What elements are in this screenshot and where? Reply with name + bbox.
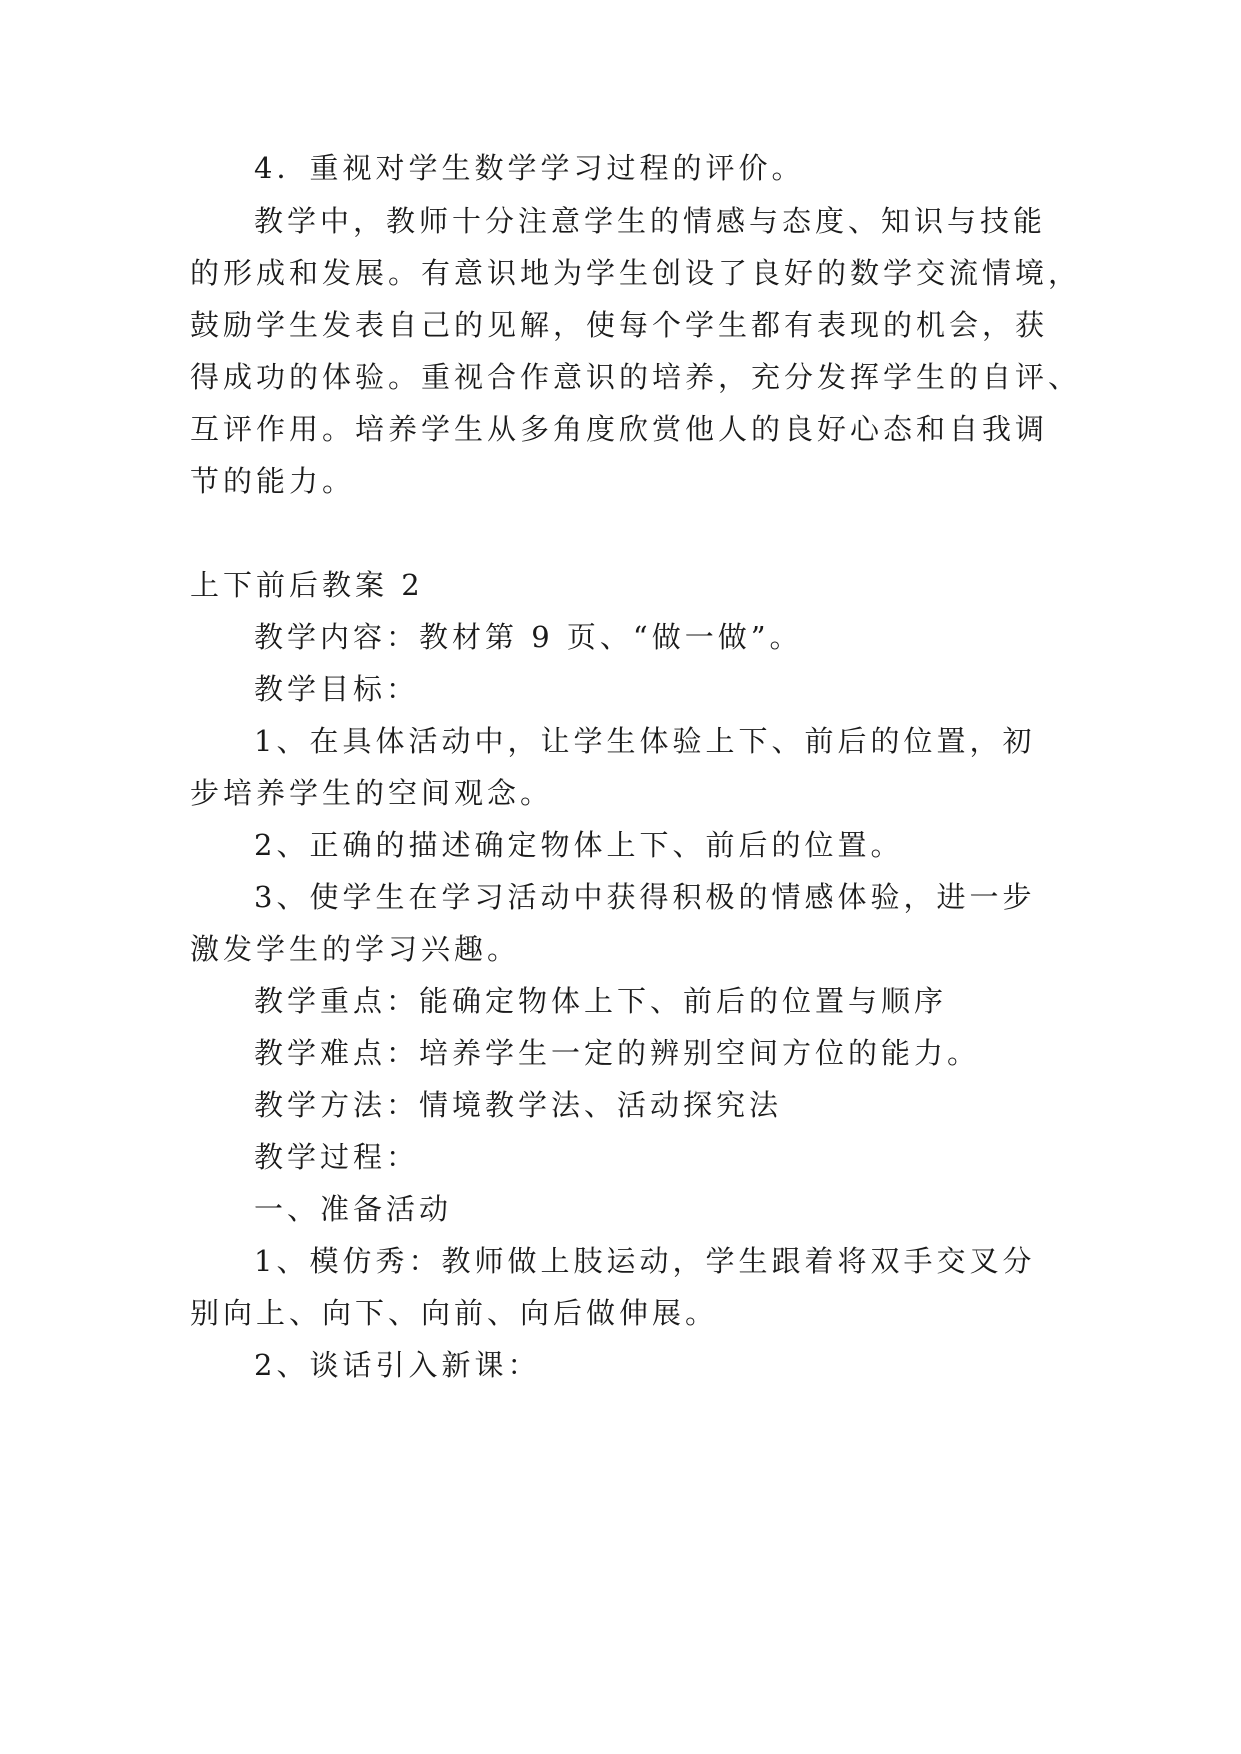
paragraph-line: 教学中，教师十分注意学生的情感与态度、知识与技能: [254, 204, 1047, 238]
teaching-content: 教学内容：教材第 9 页、“做一做”。: [254, 620, 803, 654]
objective-line: 1、在具体活动中，让学生体验上下、前后的位置，初: [254, 724, 1036, 758]
objective-line: 激发学生的学习兴趣。: [190, 932, 521, 966]
objectives-label: 教学目标：: [254, 672, 420, 706]
objective-line: 3、使学生在学习活动中获得积极的情感体验，进一步: [254, 880, 1036, 914]
paragraph-line: 节的能力。: [190, 464, 356, 498]
difficulty: 教学难点：培养学生一定的辨别空间方位的能力。: [254, 1036, 981, 1070]
key-point: 教学重点：能确定物体上下、前后的位置与顺序: [254, 984, 948, 1018]
objective-line: 步培养学生的空间观念。: [190, 776, 554, 810]
paragraph-line: 的形成和发展。有意识地为学生创设了良好的数学交流情境，: [190, 256, 1082, 290]
item4-heading: 4．重视对学生数学学习过程的评价。: [254, 151, 805, 185]
step-item-line: 2、谈话引入新课：: [254, 1348, 541, 1382]
step-item-line: 别向上、向下、向前、向后做伸展。: [190, 1296, 719, 1330]
paragraph-line: 得成功的体验。重视合作意识的培养，充分发挥学生的自评、: [190, 360, 1082, 394]
objective-line: 2、正确的描述确定物体上下、前后的位置。: [254, 828, 904, 862]
paragraph-line: 互评作用。培养学生从多角度欣赏他人的良好心态和自我调: [190, 412, 1049, 446]
section-title: 上下前后教案 2: [190, 568, 424, 602]
step-item-line: 1、模仿秀：教师做上肢运动，学生跟着将双手交叉分: [254, 1244, 1036, 1278]
step-heading: 一、准备活动: [254, 1192, 453, 1226]
process-label: 教学过程：: [254, 1140, 420, 1174]
paragraph-line: 鼓励学生发表自己的见解，使每个学生都有表现的机会，获: [190, 308, 1049, 342]
teaching-method: 教学方法：情境教学法、活动探究法: [254, 1088, 783, 1122]
